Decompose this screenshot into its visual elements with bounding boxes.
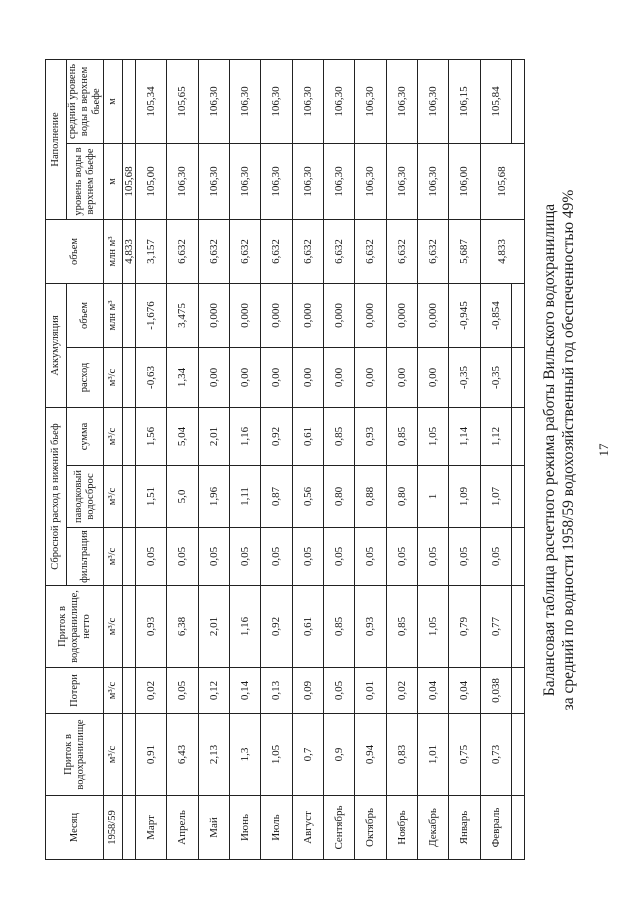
- cell-volume: 4,833: [123, 219, 136, 283]
- empty-cell: [123, 408, 136, 466]
- cell-sum: 0,92: [261, 408, 292, 466]
- cell-sum: 1,14: [449, 408, 480, 466]
- cell-spillway: 1,11: [229, 466, 260, 528]
- cell-acc-flow: -0,35: [449, 348, 480, 408]
- cell-upper-level: 106,30: [198, 143, 229, 219]
- empty-cell: [123, 466, 136, 528]
- cell-filtration: 0,05: [323, 528, 354, 586]
- unit-net: м³/с: [104, 586, 123, 668]
- cell-acc-volume: 3,475: [167, 283, 198, 347]
- empty-cell: [512, 466, 525, 528]
- header-accumulation-group: Аккумуляция: [46, 283, 67, 407]
- cell-avg-upper-level: 105,65: [167, 59, 198, 143]
- cell-volume: 6,632: [229, 219, 260, 283]
- cell-inflow-net: 6,38: [167, 586, 198, 668]
- cell-acc-flow: 0,00: [323, 348, 354, 408]
- cell-volume: 6,632: [261, 219, 292, 283]
- cell-avg-upper-level: 106,30: [355, 59, 386, 143]
- page-number: 17: [596, 443, 611, 457]
- cell-volume: 5,687: [449, 219, 480, 283]
- unit-acc-flow: м³/с: [104, 348, 123, 408]
- unit-spillway: м³/с: [104, 466, 123, 528]
- header-sum: сумма: [67, 408, 104, 466]
- cell-inflow: 0,91: [136, 714, 167, 796]
- header-losses: Потери: [46, 668, 104, 714]
- cell-spillway: 1,51: [136, 466, 167, 528]
- cell-month: Март: [136, 796, 167, 860]
- header-avg-upper-level: средний уровень воды в верхнем бьефе: [67, 59, 104, 143]
- cell-filtration: 0,05: [417, 528, 448, 586]
- cell-volume: 6,632: [386, 219, 417, 283]
- cell-upper-level: 105,68: [480, 143, 524, 219]
- cell-losses: 0,04: [417, 668, 448, 714]
- cell-acc-flow: 1,34: [167, 348, 198, 408]
- cell-acc-volume: 0,000: [198, 283, 229, 347]
- cell-sum: 0,93: [355, 408, 386, 466]
- header-inflow-reservoir: Приток в водохранилище: [46, 714, 104, 796]
- cell-acc-flow: 0,00: [386, 348, 417, 408]
- cell-filtration: 0,05: [229, 528, 260, 586]
- balance-table-body: [104, 59, 525, 859]
- cell-month: Февраль: [480, 796, 511, 860]
- cell-inflow: 0,94: [355, 714, 386, 796]
- header-upper-level: уровень воды в верхнем бьефе: [67, 143, 104, 219]
- cell-spillway: 1,96: [198, 466, 229, 528]
- cell-filtration: 0,05: [480, 528, 511, 586]
- cell-inflow-net: 0,85: [323, 586, 354, 668]
- cell-spillway: 1,07: [480, 466, 511, 528]
- cell-acc-flow: 0,00: [198, 348, 229, 408]
- cell-losses: 0,02: [136, 668, 167, 714]
- cell-month: Декабрь: [417, 796, 448, 860]
- cell-acc-volume: 0,000: [386, 283, 417, 347]
- cell-acc-flow: 0,00: [229, 348, 260, 408]
- cell-upper-level: 106,30: [229, 143, 260, 219]
- cell-month: Октябрь: [355, 796, 386, 860]
- cell-volume: 6,632: [323, 219, 354, 283]
- cell-inflow: 0,83: [386, 714, 417, 796]
- header-acc-volume: объем: [67, 283, 104, 347]
- cell-avg-upper-level: 106,30: [292, 59, 323, 143]
- cell-volume: 6,632: [355, 219, 386, 283]
- cell-spillway: 1: [417, 466, 448, 528]
- cell-volume: 3,157: [136, 219, 167, 283]
- cell-losses: 0,12: [198, 668, 229, 714]
- cell-sum: 1,16: [229, 408, 260, 466]
- cell-inflow-net: 0,61: [292, 586, 323, 668]
- empty-cell: [123, 528, 136, 586]
- empty-cell: [123, 796, 136, 860]
- cell-avg-upper-level: 106,30: [323, 59, 354, 143]
- cell-spillway: 1,09: [449, 466, 480, 528]
- cell-month: Май: [198, 796, 229, 860]
- cell-avg-upper-level: 106,30: [229, 59, 260, 143]
- cell-inflow: 0,73: [480, 714, 511, 796]
- unit-losses: м³/с: [104, 668, 123, 714]
- cell-inflow-net: 0,93: [136, 586, 167, 668]
- header-row-1: [46, 59, 67, 859]
- empty-cell: [512, 528, 525, 586]
- cell-month: Август: [292, 796, 323, 860]
- empty-cell: [512, 348, 525, 408]
- cell-month: Ноябрь: [386, 796, 417, 860]
- cell-avg-upper-level: 106,30: [198, 59, 229, 143]
- empty-cell: [512, 59, 525, 143]
- table-row: [123, 59, 136, 859]
- cell-inflow: 0,75: [449, 714, 480, 796]
- cell-acc-flow: -0,35: [480, 348, 511, 408]
- cell-month: Июль: [261, 796, 292, 860]
- cell-inflow-net: 0,85: [386, 586, 417, 668]
- cell-spillway: 0,80: [386, 466, 417, 528]
- empty-cell: [512, 714, 525, 796]
- header-volume: объем: [46, 219, 104, 283]
- cell-volume: 4,833: [480, 219, 524, 283]
- unit-volume: млн м³: [104, 219, 123, 283]
- cell-losses: 0,038: [480, 668, 511, 714]
- cell-inflow: 2,13: [198, 714, 229, 796]
- cell-acc-flow: 0,00: [261, 348, 292, 408]
- cell-month: Сентябрь: [323, 796, 354, 860]
- cell-filtration: 0,05: [136, 528, 167, 586]
- cell-upper-level: 106,30: [167, 143, 198, 219]
- balance-table: [45, 59, 525, 860]
- cell-volume: 6,632: [167, 219, 198, 283]
- cell-inflow-net: 2,01: [198, 586, 229, 668]
- cell-acc-volume: 0,000: [292, 283, 323, 347]
- cell-avg-upper-level: 106,15: [449, 59, 480, 143]
- cell-avg-upper-level: 105,34: [136, 59, 167, 143]
- cell-sum: 5,04: [167, 408, 198, 466]
- cell-inflow-net: 0,93: [355, 586, 386, 668]
- unit-avg-upper-level: м: [104, 59, 123, 143]
- cell-acc-volume: -0,945: [449, 283, 480, 347]
- cell-avg-upper-level: 106,30: [386, 59, 417, 143]
- cell-inflow: 6,43: [167, 714, 198, 796]
- unit-sum: м³/с: [104, 408, 123, 466]
- cell-inflow-net: 0,92: [261, 586, 292, 668]
- cell-sum: 0,85: [386, 408, 417, 466]
- cell-acc-volume: 0,000: [229, 283, 260, 347]
- unit-filtration: м³/с: [104, 528, 123, 586]
- cell-avg-upper-level: 105,84: [480, 59, 511, 143]
- cell-inflow-net: 1,05: [417, 586, 448, 668]
- cell-month: Апрель: [167, 796, 198, 860]
- cell-volume: 6,632: [292, 219, 323, 283]
- cell-avg-upper-level: 106,30: [261, 59, 292, 143]
- cell-upper-level: 106,30: [292, 143, 323, 219]
- title-line-1: Балансовая таблица расчетного режима работы Вильского водохранилища: [541, 203, 558, 697]
- cell-upper-level: 106,30: [417, 143, 448, 219]
- cell-filtration: 0,05: [449, 528, 480, 586]
- cell-avg-upper-level: 106,30: [417, 59, 448, 143]
- cell-volume: 6,632: [198, 219, 229, 283]
- cell-upper-level: 106,30: [386, 143, 417, 219]
- cell-losses: 0,04: [449, 668, 480, 714]
- cell-inflow: 0,7: [292, 714, 323, 796]
- empty-cell: [123, 283, 136, 347]
- header-filtration: фильтрация: [67, 528, 104, 586]
- header-filling-group: Наполнение: [46, 59, 67, 219]
- cell-losses: 0,02: [386, 668, 417, 714]
- unit-upper-level: м: [104, 143, 123, 219]
- header-discharge-group: Сбросной расход в нижний бьеф: [46, 408, 67, 586]
- cell-sum: 2,01: [198, 408, 229, 466]
- cell-inflow: 1,05: [261, 714, 292, 796]
- cell-acc-volume: 0,000: [355, 283, 386, 347]
- cell-filtration: 0,05: [386, 528, 417, 586]
- cell-spillway: 0,80: [323, 466, 354, 528]
- empty-cell: [512, 283, 525, 347]
- header-inflow-net: Приток в водохранилище, нетто: [46, 586, 104, 668]
- cell-inflow-net: 0,79: [449, 586, 480, 668]
- cell-acc-flow: 0,00: [355, 348, 386, 408]
- empty-cell: [512, 796, 525, 860]
- empty-cell: [123, 714, 136, 796]
- cell-sum: 1,56: [136, 408, 167, 466]
- cell-volume: 6,632: [417, 219, 448, 283]
- cell-upper-level: 106,30: [355, 143, 386, 219]
- header-month: Месяц: [46, 796, 104, 860]
- cell-losses: 0,13: [261, 668, 292, 714]
- cell-inflow: 1,3: [229, 714, 260, 796]
- cell-upper-level: 106,30: [323, 143, 354, 219]
- cell-acc-volume: 0,000: [323, 283, 354, 347]
- empty-cell: [123, 348, 136, 408]
- cell-inflow: 0,9: [323, 714, 354, 796]
- cell-spillway: 0,87: [261, 466, 292, 528]
- cell-upper-level: 106,00: [449, 143, 480, 219]
- empty-cell: [512, 586, 525, 668]
- cell-acc-flow: -0,63: [136, 348, 167, 408]
- empty-cell: [123, 586, 136, 668]
- cell-losses: 0,09: [292, 668, 323, 714]
- cell-acc-flow: 0,00: [292, 348, 323, 408]
- cell-spillway: 5,0: [167, 466, 198, 528]
- cell-upper-level: 105,00: [136, 143, 167, 219]
- cell-acc-volume: -0,854: [480, 283, 511, 347]
- cell-month: Июнь: [229, 796, 260, 860]
- cell-filtration: 0,05: [167, 528, 198, 586]
- unit-inflow: м³/с: [104, 714, 123, 796]
- cell-acc-flow: 0,00: [417, 348, 448, 408]
- cell-sum: 0,85: [323, 408, 354, 466]
- cell-spillway: 0,88: [355, 466, 386, 528]
- empty-cell: [123, 59, 136, 143]
- empty-cell: [123, 668, 136, 714]
- cell-filtration: 0,05: [261, 528, 292, 586]
- unit-month: 1958/59: [104, 796, 123, 860]
- empty-cell: [512, 668, 525, 714]
- cell-spillway: 0,56: [292, 466, 323, 528]
- cell-inflow-net: 1,16: [229, 586, 260, 668]
- cell-losses: 0,14: [229, 668, 260, 714]
- cell-filtration: 0,05: [198, 528, 229, 586]
- cell-filtration: 0,05: [355, 528, 386, 586]
- cell-sum: 0,61: [292, 408, 323, 466]
- cell-inflow-net: 0,77: [480, 586, 511, 668]
- title-line-2: за средний по водности 1958/59 водохозяйственный год обеспеченностью 49%: [560, 189, 577, 711]
- cell-filtration: 0,05: [292, 528, 323, 586]
- cell-acc-volume: 0,000: [261, 283, 292, 347]
- unit-acc-volume: млн м³: [104, 283, 123, 347]
- cell-losses: 0,01: [355, 668, 386, 714]
- units-row: [104, 59, 123, 859]
- cell-losses: 0,05: [167, 668, 198, 714]
- cell-acc-volume: -1,676: [136, 283, 167, 347]
- header-acc-flow: расход: [67, 348, 104, 408]
- cell-sum: 1,12: [480, 408, 511, 466]
- cell-losses: 0,05: [323, 668, 354, 714]
- cell-month: Январь: [449, 796, 480, 860]
- cell-upper-level: 106,30: [261, 143, 292, 219]
- document-title: [540, 0, 578, 900]
- balance-table-container: [45, 60, 525, 860]
- empty-cell: [512, 408, 525, 466]
- cell-inflow: 1,01: [417, 714, 448, 796]
- cell-upper-level: 105,68: [123, 143, 136, 219]
- cell-acc-volume: 0,000: [417, 283, 448, 347]
- cell-sum: 1,05: [417, 408, 448, 466]
- header-spillway: паводковый водосброс: [67, 466, 104, 528]
